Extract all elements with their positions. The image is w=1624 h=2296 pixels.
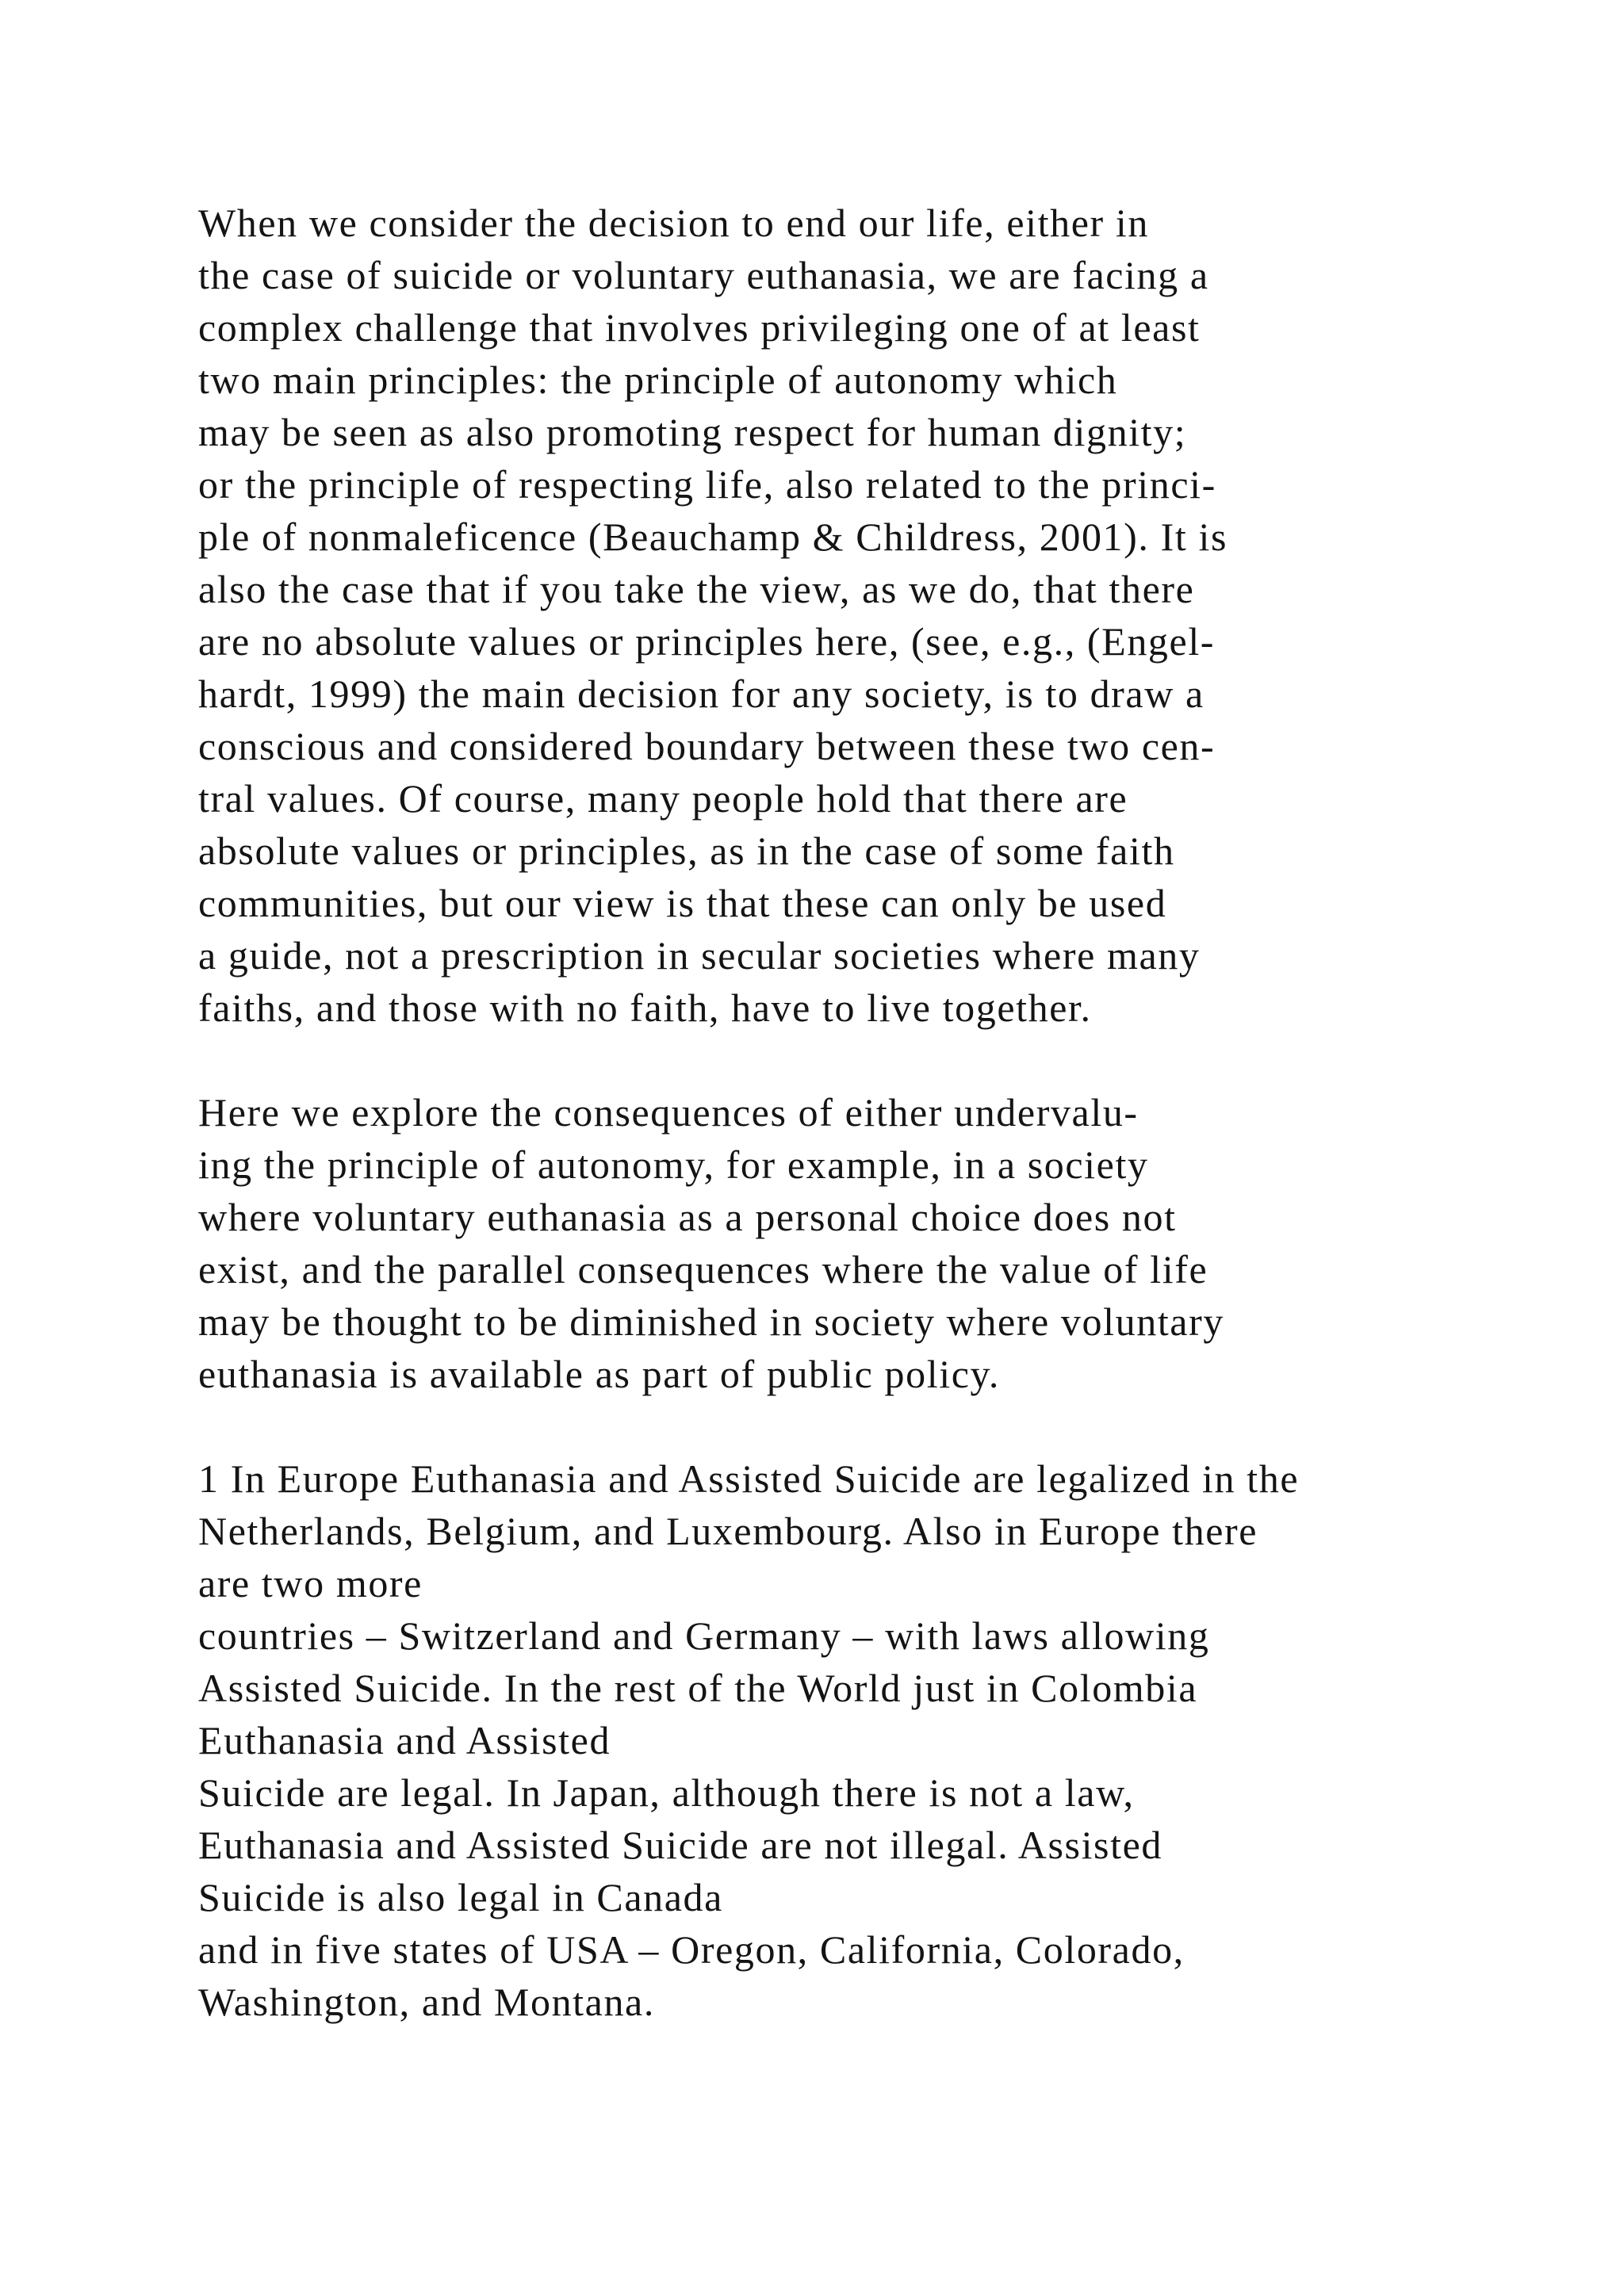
paragraph-line: also the case that if you take the view, as we do, that there — [198, 567, 1195, 611]
paragraph-line: the case of suicide or voluntary euthanasia, we are facing a — [198, 253, 1209, 297]
footnote-line: Suicide is also legal in Canada — [198, 1875, 723, 1919]
document-text — [198, 197, 1610, 2028]
paragraph-line: or the principle of respecting life, also related to the princi- — [198, 462, 1216, 507]
paragraph-line: communities, but our view is that these can only be used — [198, 881, 1167, 925]
paragraph-line: are no absolute values or principles here, (see, e.g., (Engel- — [198, 619, 1216, 664]
paragraph-line: where voluntary euthanasia as a personal choice does not — [198, 1195, 1177, 1239]
footnote-line: countries – Switzerland and Germany – with laws allowing — [198, 1613, 1210, 1658]
paragraph-line: a guide, not a prescription in secular societies where many — [198, 933, 1201, 978]
footnote-line: and in five states of USA – Oregon, California, Colorado, — [198, 1927, 1185, 1972]
footnote-line: Suicide are legal. In Japan, although there is not a law, — [198, 1770, 1135, 1815]
paragraph-1 — [198, 197, 1610, 1034]
paragraph-gap — [198, 1034, 1610, 1086]
paragraph-line: When we consider the decision to end our life, either in — [198, 201, 1149, 245]
footnote-line: Assisted Suicide. In the rest of the World just in Colombia — [198, 1666, 1198, 1710]
paragraph-line: faiths, and those with no faith, have to live together. — [198, 985, 1092, 1030]
paragraph-gap — [198, 1400, 1610, 1452]
paragraph-line: two main principles: the principle of autonomy which — [198, 358, 1118, 402]
paragraph-line: Here we explore the consequences of either undervalu- — [198, 1090, 1139, 1135]
paragraph-2 — [198, 1086, 1610, 1400]
footnote-line: are two more — [198, 1561, 423, 1605]
paragraph-line: euthanasia is available as part of public policy. — [198, 1352, 1000, 1396]
paragraph-line: may be thought to be diminished in society where voluntary — [198, 1299, 1224, 1344]
footnote-line: Euthanasia and Assisted Suicide are not illegal. Assisted — [198, 1823, 1163, 1867]
footnote-line: 1 In Europe Euthanasia and Assisted Suicide are legalized in the — [198, 1456, 1300, 1501]
footnote — [198, 1452, 1610, 2028]
paragraph-line: absolute values or principles, as in the case of some faith — [198, 828, 1175, 873]
paragraph-line: tral values. Of course, many people hold that there are — [198, 776, 1128, 821]
paragraph-line: ing the principle of autonomy, for example, in a society — [198, 1142, 1149, 1187]
paragraph-line: hardt, 1999) the main decision for any society, is to draw a — [198, 672, 1205, 716]
footnote-line: Netherlands, Belgium, and Luxembourg. Also in Europe there — [198, 1509, 1258, 1553]
paragraph-line: may be seen as also promoting respect for human dignity; — [198, 410, 1187, 454]
footnote-line: Washington, and Montana. — [198, 1980, 655, 2024]
footnote-line: Euthanasia and Assisted — [198, 1718, 611, 1762]
paragraph-line: conscious and considered boundary between these two cen- — [198, 724, 1216, 768]
paragraph-line: complex challenge that involves privileging one of at least — [198, 305, 1201, 350]
paragraph-line: ple of nonmaleficence (Beauchamp & Childress, 2001). It is — [198, 515, 1228, 559]
paragraph-line: exist, and the parallel consequences where the value of life — [198, 1247, 1208, 1292]
